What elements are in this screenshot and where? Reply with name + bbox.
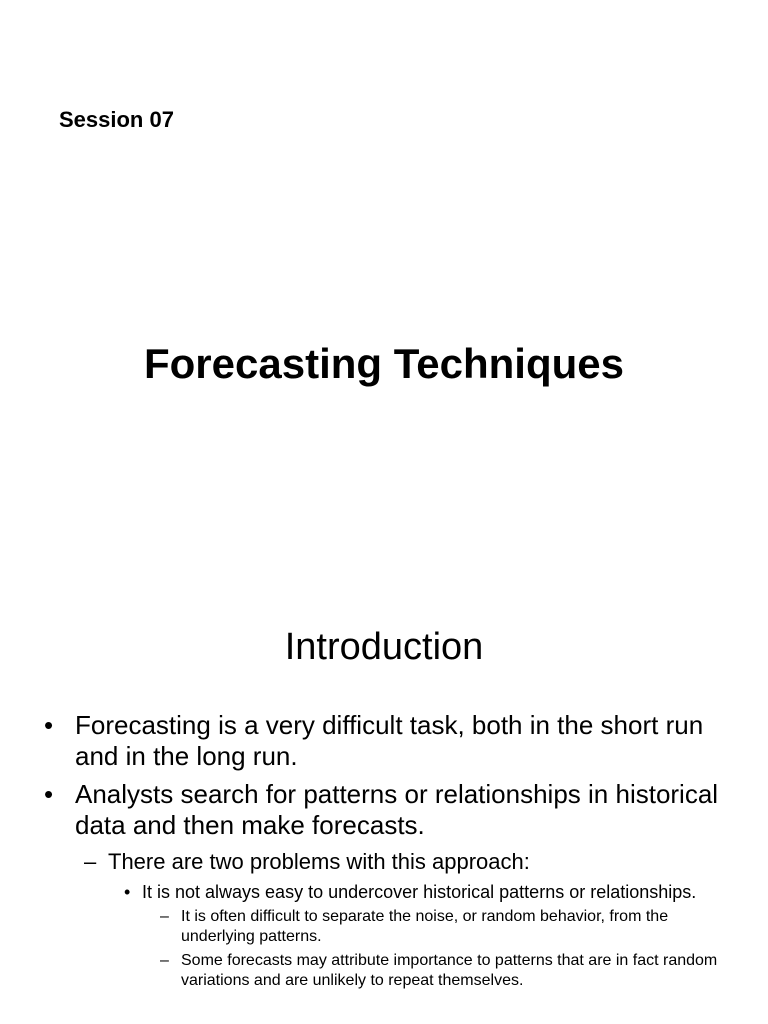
introduction-slide [0,576,768,1024]
bullet-list [0,710,768,995]
detail-bullet-text: It is often difficult to separate the noise, or random behavior, from the underlying patterns. [181,908,669,945]
detail-bullet-item [0,907,768,947]
bullet-marker: • [44,779,54,809]
bullet-item [0,779,768,841]
slide-title: Introduction [284,626,484,668]
detail-bullet-text: Some forecasts may attribute importance to patterns that are in fact random variations and are unlikely to repeat themselves. [181,952,718,989]
main-title: Forecasting Techniques [144,340,624,387]
bullet-marker: • [124,882,131,902]
dash-marker: – [160,908,169,925]
session-label: Session 07 [59,107,174,132]
bullet-marker: • [44,710,54,740]
dash-marker: – [160,952,169,969]
detail-bullet-item [0,951,768,991]
bullet-item [0,710,768,772]
sub-bullet-item [0,848,768,876]
sub-bullet-text: There are two problems with this approach: [108,849,530,874]
sub-sub-bullet-text: It is not always easy to undercover historical patterns or relationships. [142,882,697,902]
dash-marker: – [84,849,97,874]
bullet-text: Forecasting is a very difficult task, both in the short run and in the long run. [75,710,704,771]
bullet-text: Analysts search for patterns or relationships in historical data and then make forecasts. [75,779,719,840]
sub-sub-bullet-item [0,881,768,903]
